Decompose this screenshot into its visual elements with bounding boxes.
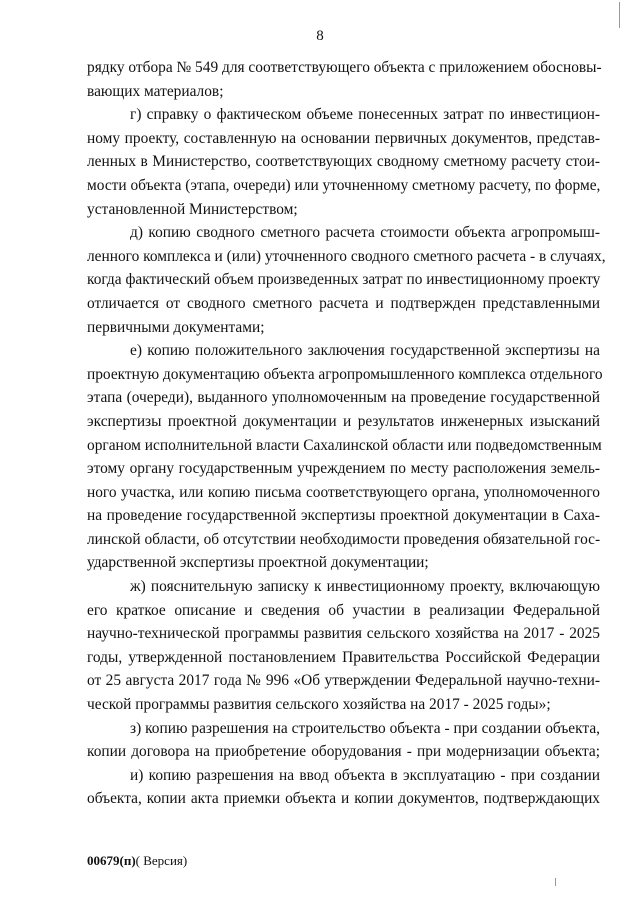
text-line: годы, утвержденной постановлением Правительства Российской Федерации [87,648,600,666]
text-line: органом исполнительной власти Сахалинской области или подведомственным [87,436,602,454]
text-line: з) копию разрешения на строительство объекта - при создании объекта, [130,719,600,737]
text-line: этапа (очереди), выданного уполномоченным на проведение государственной [87,389,600,407]
text-line: рядку отбора № 549 для соответствующего объекта с приложением обосновы- [87,59,602,76]
text-line: его краткое описание и сведения об участии в реализации Федеральной [87,601,600,619]
text-line: установленной Министерством; [87,200,298,218]
document-body [87,56,606,811]
text-line: первичными документами; [87,318,265,336]
text-line: от 25 августа 2017 года № 996 «Об утверждении Федеральной научно-техни- [87,672,600,690]
text-line: ного участка, или копию письма соответствующего органа, уполномоченного [87,483,600,501]
page-number: 8 [316,28,324,44]
document-version: ( Версия) [135,853,188,868]
text-line: д) копию сводного сметного расчета стоимости объекта агропромыш- [130,224,600,242]
text-line: на проведение государственной экспертизы проектной документации в Саха- [87,507,600,525]
text-line: экспертизы проектной документации и результатов инженерных изысканий [87,412,600,430]
text-line: ударственной экспертизы проектной документации; [87,554,429,572]
text-line: ленных в Министерство, соответствующих сводному сметному расчету стои- [87,153,600,171]
text-line: копии договора на приобретение оборудования - при модернизации объекта; [87,743,600,761]
scan-artifact [555,878,556,886]
text-line: мости объекта (этапа, очереди) или уточненному сметному расчету, по форме, [87,176,601,194]
text-line: проектную документацию объекта агропромышленного комплекса отдельного [87,365,603,383]
text-line: е) копию положительного заключения государственной экспертизы на [130,342,600,360]
scan-artifact [619,2,620,28]
text-line: этому органу государственным учреждением по месту расположения земель- [87,460,600,478]
text-line: объекта, копии акта приемки объекта и копии документов, подтверждающих [87,790,600,808]
text-line: ленного комплекса и (или) уточненного сводного сметного расчета - в случаях, [87,247,606,265]
text-line: линской области, об отсутствии необходимости проведения обязательной гос- [87,530,601,548]
text-line: и) копию разрешения на ввод объекта в эксплуатацию - при создании [130,766,600,784]
text-line: г) справку о фактическом объеме понесенных затрат по инвестицион- [130,106,600,124]
text-line: научно-технической программы развития сельского хозяйства на 2017 - 2025 [87,625,600,643]
text-line: ж) пояснительную записку к инвестиционному проекту, включающую [130,578,600,596]
text-line: отличается от сводного сметного расчета и подтвержден представленными [87,294,600,312]
text-line: вающих материалов; [87,82,224,100]
text-line: ческой программы развития сельского хозяйства на 2017 - 2025 годы»; [87,696,551,714]
document-code: 00679(п) [87,853,136,868]
document-footer [87,853,187,869]
text-line: ному проекту, составленную на основании первичных документов, представ- [87,129,600,147]
text-line: когда фактический объем произведенных затрат по инвестиционному проекту [87,271,601,289]
